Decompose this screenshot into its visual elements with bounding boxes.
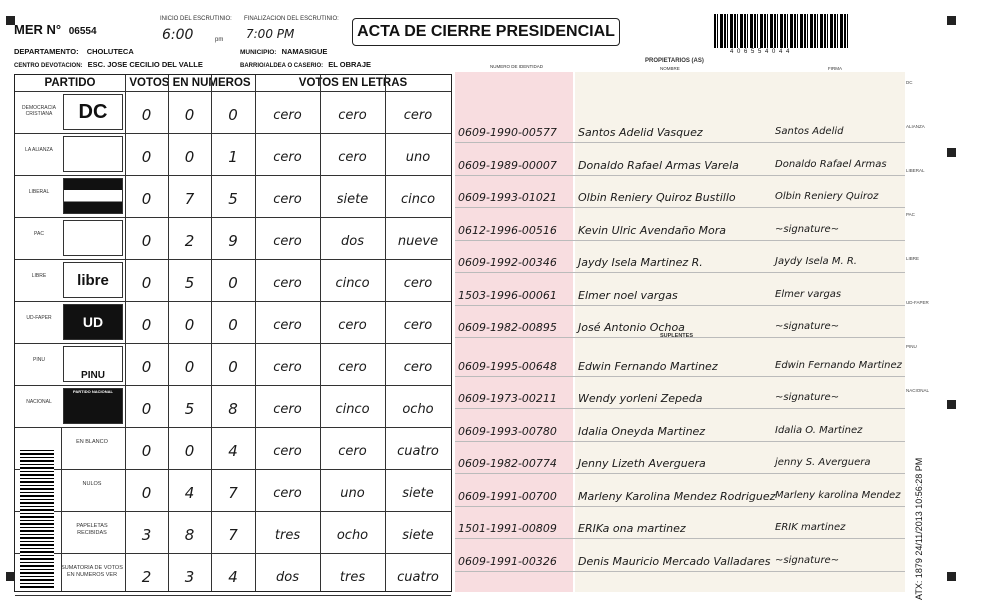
word-cell: cero [273,485,302,501]
word-cell: cero [338,317,367,333]
word-cell: cero [403,275,433,291]
word-cell: cero [403,107,433,123]
table-grid-line [168,75,169,591]
digit-cell: 5 [184,400,195,418]
votes-table [14,74,452,592]
barrio-value: EL OBRAJE [328,60,372,69]
party-name: DEMOCRACIA CRISTIANA [22,105,56,117]
propietarios-header: PROPIETARIOS (AS) [645,58,704,64]
side-party-label: ALIANZA [906,124,925,129]
member-row-line [455,538,905,539]
member-name: ERIKa ona martinez [578,522,686,535]
party-name: UD-FAPER [26,315,52,321]
digit-cell: 4 [184,484,195,502]
fin-value: 7:00 PM [246,27,295,41]
word-cell: siete [402,485,434,501]
barrio-label-text: BARRIO/ALDEA O CASERIO: [240,63,324,69]
side-party-label: PINU [906,344,917,349]
word-cell: cero [273,191,302,207]
firma-header: FIRMA [828,66,842,71]
member-id: 0609-1992-00346 [458,256,557,269]
barcode-number: 4 0 6 5 5 4 0 4 4 [730,49,791,55]
party-logo [63,136,123,172]
side-party-label: DC [906,80,913,85]
party-logo: PARTIDO NACIONAL [63,388,123,424]
member-row-line [455,441,905,442]
member-row-line [455,272,905,273]
col-header-numeros: VOTOS EN NUMEROS [129,77,251,89]
side-party-label: UD-FAPER [906,300,929,305]
digit-cell: 2 [141,568,152,586]
col-header-letras: VOTOS EN LETRAS [298,77,408,89]
member-id: 0609-1991-00326 [458,554,557,568]
member-name: Elmer noel vargas [578,288,678,302]
extra-row-label: PAPELETAS RECIBIDAS [76,523,108,536]
municipio-label-text: MUNICIPIO: [240,49,277,56]
table-grid-line [15,385,451,386]
inicio-label: INICIO DEL ESCRUTINIO: [160,16,232,22]
mer-number: 06554 [68,26,97,37]
party-logo [63,220,123,256]
table-grid-line [15,259,451,260]
digit-cell: 0 [228,274,238,292]
member-signature: ~signature~ [775,392,840,403]
word-cell: cuatro [397,443,439,459]
departamento-label-text: DEPARTAMENTO: [14,47,79,56]
word-cell: cinco [335,401,370,417]
digit-cell: 0 [141,442,152,460]
side-party-label: LIBERAL [906,168,925,173]
digit-cell: 0 [141,358,152,376]
table-grid-line [15,427,451,428]
member-signature: ~signature~ [775,223,840,235]
word-cell: dos [276,569,299,585]
member-signature: Edwin Fernando Martinez [775,359,902,371]
member-name: José Antonio Ochoa [578,321,685,334]
party-logo: libre [63,262,123,298]
member-row-line [455,506,905,507]
suplentes-label: SUPLENTES [660,333,694,339]
digit-cell: 2 [184,232,195,250]
word-cell: cero [403,359,433,375]
member-id: 0612-1996-00516 [458,223,557,237]
member-signature: Olbin Reniery Quiroz [775,191,879,202]
municipio-value: NAMASIGUE [281,47,328,56]
word-cell: cero [338,443,367,459]
table-grid-line [15,217,451,218]
party-name: PAC [34,231,44,237]
digit-cell: 0 [141,400,152,418]
word-cell: cero [338,359,367,375]
party-logo: PINU [63,346,123,382]
member-id: 1503-1996-00061 [458,288,557,302]
barrio-label [240,60,371,69]
member-row-line [455,337,905,338]
centro-value: ESC. JOSE CECILIO DEL VALLE [87,60,203,69]
digit-cell: 9 [228,232,238,250]
numero-identidad-header: NUMERO DE IDENTIDAD [490,64,544,69]
fin-label: FINALIZACION DEL ESCRUTINIO: [244,16,339,22]
member-name: Wendy yorleni Zepeda [578,392,703,405]
member-row-line [455,240,905,241]
digit-cell: 0 [141,190,152,208]
barcode [714,14,850,48]
digit-cell: 0 [184,148,195,166]
party-name: NACIONAL [26,399,52,405]
digit-cell: 0 [228,316,238,334]
member-id: 0609-1982-00895 [458,321,557,334]
member-id: 0609-1995-00648 [458,359,557,373]
digit-cell: 4 [228,442,238,460]
party-name: LIBRE [31,273,47,279]
digit-cell: 1 [228,148,238,166]
member-id: 1501-1991-00809 [458,522,557,535]
member-row-line [455,408,905,409]
member-name: Olbin Reniery Quiroz Bustillo [578,191,736,204]
digit-cell: 8 [184,526,195,544]
member-name: Jaydy Isela Martinez R. [578,256,703,269]
member-id: 0609-1993-01021 [458,191,557,204]
digit-cell: 7 [228,526,238,544]
party-name: PINU [33,357,45,363]
digit-cell: 0 [141,106,152,124]
word-cell: dos [341,233,364,249]
table-grid-line [15,343,451,344]
member-signature: Santos Adelid [775,126,844,137]
digit-cell: 5 [184,274,195,292]
member-signature: Jaydy Isela M. R. [775,256,857,267]
member-row-line [455,175,905,176]
inicio-value: 6:00 [162,27,194,43]
table-grid-line [15,175,451,176]
digit-cell: 0 [184,442,195,460]
departamento-label [14,47,134,56]
member-name: Donaldo Rafael Armas Varela [578,158,739,172]
member-signature: Marleny karolina Mendez [775,489,901,501]
col-header-partido: PARTIDO [44,77,96,89]
digit-cell: 5 [228,190,238,208]
word-cell: siete [336,191,369,207]
word-cell: cero [403,317,433,333]
member-row-line [455,207,905,208]
member-id: 0609-1991-00700 [458,489,557,503]
word-cell: uno [340,485,365,501]
digit-cell: 3 [141,526,152,544]
member-row-line [455,473,905,474]
word-cell: uno [405,149,431,165]
word-cell: ocho [336,527,369,543]
party-logo [63,178,123,214]
side-party-label: PAC [906,212,915,217]
table-grid-line [15,301,451,302]
word-cell: tres [274,527,301,543]
digit-cell: 8 [228,400,238,418]
member-id: 0609-1989-00007 [458,158,557,172]
member-row-line [455,305,905,306]
word-cell: tres [339,569,366,585]
mer-label-text: MER N° [14,22,62,37]
party-logo: UD [63,304,123,340]
table-grid-line [211,75,212,591]
word-cell: cuatro [397,569,439,585]
party-logo: DC [63,94,123,130]
table-grid-line [320,75,321,591]
side-barcode [20,448,54,588]
extra-row-label: EN BLANCO [76,439,108,445]
registration-mark [947,400,956,409]
digit-cell: 7 [228,484,238,502]
table-grid-line [255,75,256,591]
page-title: ACTA DE CIERRE PRESIDENCIAL [352,18,620,46]
party-name: LA ALIANZA [25,147,53,153]
member-signature: Idalia O. Martinez [775,424,863,436]
member-id: 0609-1993-00780 [458,424,557,438]
side-party-label: LIBRE [906,256,920,261]
member-row-line [455,571,905,572]
member-name: Denis Mauricio Mercado Valladares [578,554,771,568]
word-cell: nueve [397,233,439,249]
member-name: Kevin Ulric Avendaño Mora [578,223,727,237]
word-cell: cero [273,275,302,291]
registration-mark [947,572,956,581]
mer-label [14,22,97,37]
word-cell: cinco [335,275,370,291]
member-id: 0609-1982-00774 [458,457,557,470]
table-grid-line [15,595,451,596]
member-row-line [455,376,905,377]
registration-mark [947,148,956,157]
digit-cell: 0 [184,358,195,376]
table-grid-line [125,75,126,591]
word-cell: cero [273,107,302,123]
word-cell: cero [273,149,302,165]
digit-cell: 0 [228,358,238,376]
party-name: LIBERAL [28,189,50,195]
word-cell: cero [273,359,302,375]
footer-stamp: ATX: 1879 24/11/2013 10:56:28 PM [914,457,924,600]
digit-cell: 0 [141,316,152,334]
member-name: Santos Adelid Vasquez [578,126,703,139]
digit-cell: 0 [141,232,152,250]
table-grid-line [15,469,451,470]
registration-mark [947,16,956,25]
word-cell: cero [338,149,367,165]
word-cell: cero [273,317,302,333]
member-name: Marleny Karolina Mendez Rodriguez [578,489,776,503]
nombre-header: NOMBRE [660,66,680,71]
word-cell: ocho [402,401,434,417]
table-grid-line [385,75,386,591]
word-cell: cero [273,233,302,249]
member-signature: ~signature~ [775,554,840,566]
digit-cell: 0 [184,316,195,334]
digit-cell: 3 [184,568,195,586]
inicio-suffix: pm [215,37,224,43]
table-grid-line [15,511,451,512]
member-signature: jenny S. Averguera [775,457,871,468]
digit-cell: 0 [184,106,195,124]
centro-label [14,60,203,69]
member-signature: ~signature~ [775,321,840,332]
digit-cell: 7 [184,190,195,208]
table-grid-line [15,133,451,134]
municipio-label [240,47,327,56]
member-id: 0609-1973-00211 [458,392,557,405]
word-cell: cero [273,401,302,417]
word-cell: siete [402,527,434,543]
digit-cell: 0 [141,148,152,166]
member-name: Edwin Fernando Martinez [578,359,718,373]
member-signature: Elmer vargas [775,288,842,300]
member-name: Jenny Lizeth Averguera [578,457,706,470]
table-grid-line [15,553,451,554]
word-cell: cero [338,107,367,123]
word-cell: cero [273,443,302,459]
side-party-label: NACIONAL [906,388,930,393]
word-cell: cinco [400,191,436,207]
digit-cell: 0 [141,274,152,292]
member-id: 0609-1990-00577 [458,126,557,139]
departamento-value: CHOLUTECA [86,47,134,56]
member-row-line [455,142,905,143]
digit-cell: 0 [228,106,238,124]
digit-cell: 0 [141,484,152,502]
member-signature: ERIK martinez [775,522,846,533]
extra-row-label: NULOS [82,481,102,487]
centro-label-text: CENTRO DEVOTACION: [14,63,83,69]
digit-cell: 4 [228,568,238,586]
table-grid-line [61,427,62,591]
extra-row-label: SUMATORIA DE VOTOS EN NUMEROS VER [61,565,123,578]
member-name: Idalia Oneyda Martinez [578,424,706,438]
member-signature: Donaldo Rafael Armas [775,158,887,170]
